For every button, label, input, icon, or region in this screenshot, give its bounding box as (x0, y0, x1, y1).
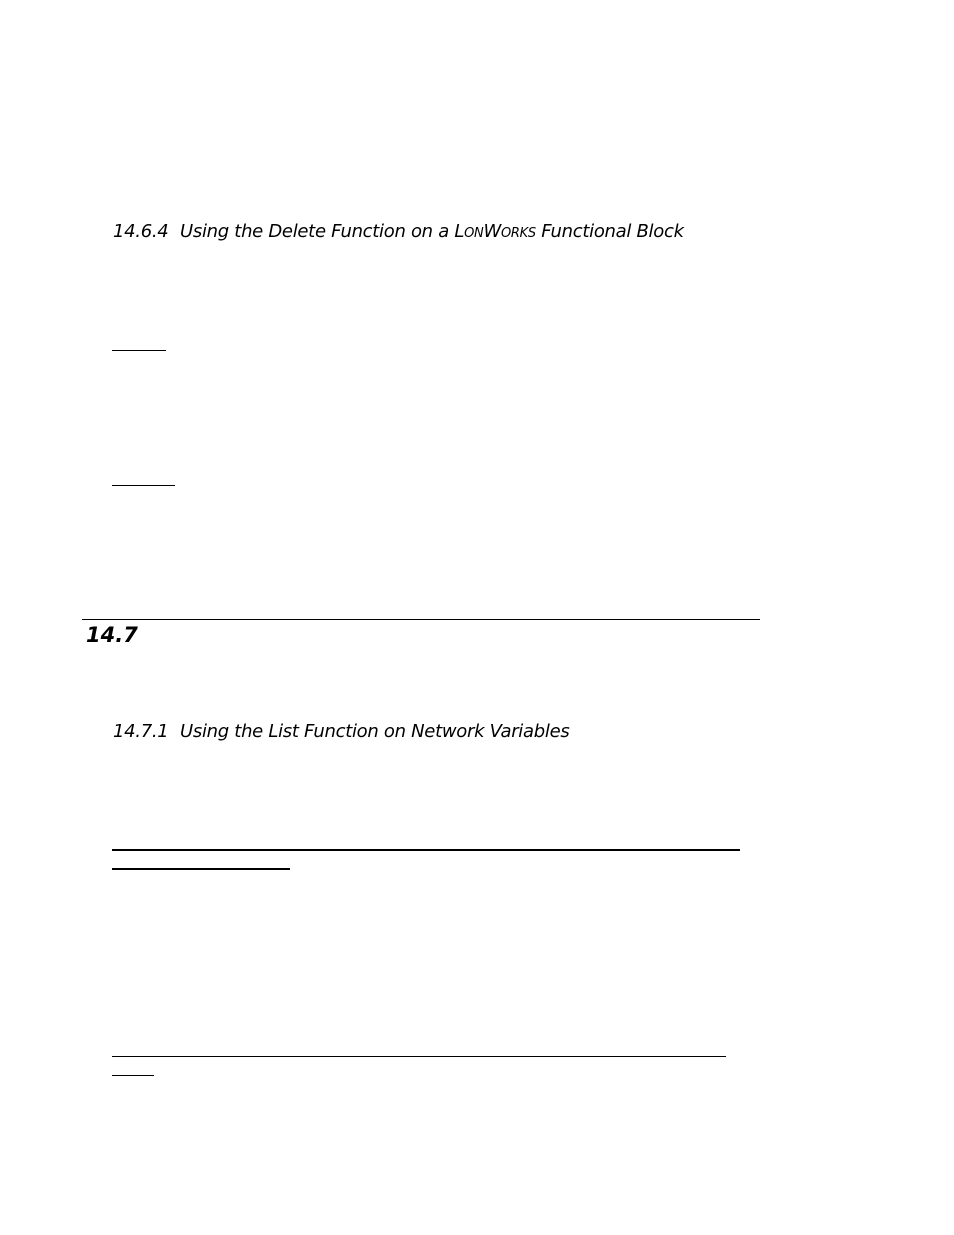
subsection-title-end: Functional Block (535, 221, 684, 242)
subsection-title: Using the List Function on Network Variables (180, 721, 570, 742)
underline-2 (112, 485, 175, 486)
underline-4 (112, 868, 290, 870)
underline-5 (112, 1056, 726, 1057)
section-heading-14-7: 14.7 (86, 623, 138, 647)
underline-1 (112, 350, 166, 351)
subsection-number: 14.7.1 (113, 721, 169, 742)
subsection-heading-14-6-4 (113, 221, 684, 243)
subsection-number: 14.6.4 (113, 221, 169, 242)
section-divider (82, 619, 760, 620)
underline-3 (112, 849, 740, 851)
subsection-heading-14-7-1 (113, 721, 569, 743)
subsection-title-start: Using the Delete Function on a (180, 221, 455, 242)
brand-lonworks: LonWorks (454, 221, 536, 242)
underline-6 (112, 1075, 154, 1076)
